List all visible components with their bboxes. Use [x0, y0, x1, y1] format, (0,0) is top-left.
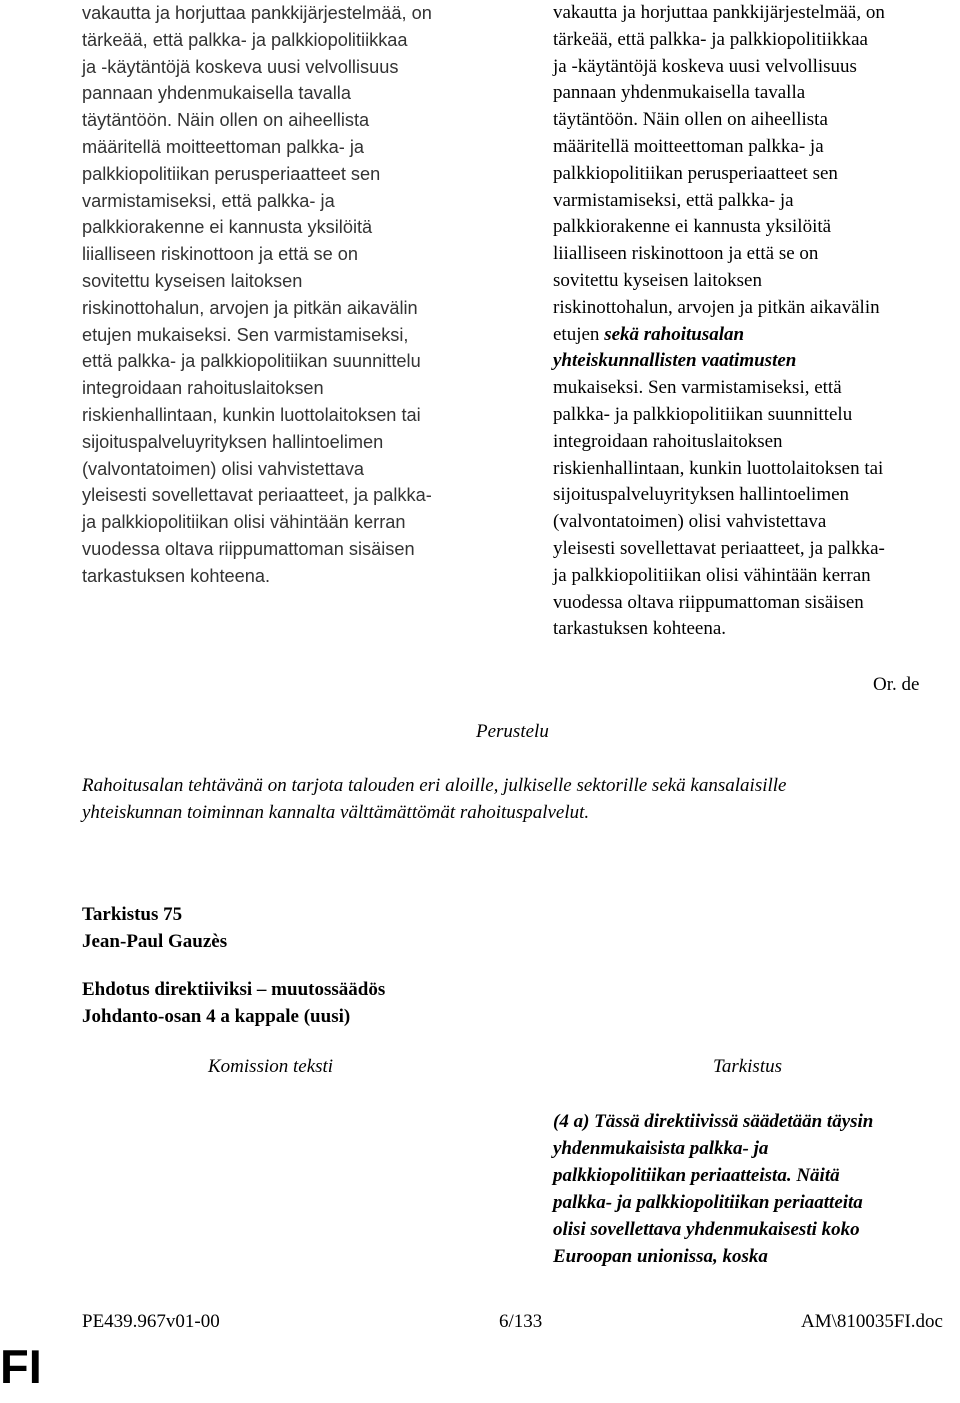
commission-text-line: sovitettu kyseisen laitoksen — [82, 270, 303, 291]
amendment-text-line: palkka- ja palkkiopolitiikan suunnittelu — [553, 403, 853, 425]
commission-text-heading: Komission teksti — [208, 1056, 334, 1077]
amendment-text-line: (4 a) Tässä direktiivissä säädetään täysin — [553, 1111, 874, 1132]
amendment-text-line: pannaan yhdenmukaisella tavalla — [553, 82, 806, 104]
amendment-inserted-text: yhteiskunnallisten vaatimusten — [553, 350, 797, 372]
recital-reference: Johdanto-osan 4 a kappale (uusi) — [82, 1006, 351, 1027]
amendment-text-line: palkkiopolitiikan periaatteista. Näitä — [553, 1165, 840, 1186]
amendment-heading: Tarkistus — [713, 1056, 782, 1077]
commission-text-line: integroidaan rahoituslaitoksen — [82, 378, 324, 399]
amendment-text-line: palkkiopolitiikan perusperiaatteet sen — [553, 162, 838, 184]
amendment-text-line: riskinottohalun, arvojen ja pitkän aikavälin — [553, 296, 880, 318]
amendment-text-line: (valvontatoimen) olisi vahvistettava — [553, 511, 827, 533]
amendment-text-line: vakautta ja horjuttaa pankkijärjestelmää, on — [553, 2, 885, 23]
amendment-text-line: varmistamiseksi, että palkka- ja — [553, 189, 794, 211]
amendment-text-line: sovitettu kyseisen laitoksen — [553, 269, 762, 291]
amendment-text-line: liialliseen riskinottoon ja että se on — [553, 243, 819, 265]
original-language-note: Or. de — [873, 674, 920, 695]
amendment-text-line: palkka- ja palkkiopolitiikan periaatteita — [553, 1192, 863, 1213]
commission-text-line: yleisesti sovellettavat periaatteet, ja palkka- — [82, 485, 432, 506]
footer-language-code: FI — [0, 1340, 42, 1393]
amendment-text-line: ja -käytäntöjä koskeva uusi velvollisuus — [553, 55, 857, 77]
justification-line: yhteiskunnan toiminnan kannalta välttämättömät rahoituspalvelut. — [82, 801, 590, 823]
proposal-title: Ehdotus direktiiviksi – muutossäädös — [82, 979, 386, 1000]
footer-page-number: 6/133 — [499, 1311, 543, 1332]
commission-text-line: ja palkkiopolitiikan olisi vähintään kerran — [82, 512, 406, 533]
commission-text-line: riskinottohalun, arvojen ja pitkän aikavälin — [82, 297, 418, 318]
amendment-text-line: yleisesti sovellettavat periaatteet, ja palkka- — [553, 537, 885, 559]
commission-text-line: pannaan yhdenmukaisella tavalla — [82, 83, 351, 104]
amendment-text-line: ja palkkiopolitiikan olisi vähintään kerran — [553, 564, 871, 586]
commission-text-line: etujen mukaiseksi. Sen varmistamiseksi, — [82, 324, 409, 345]
commission-text-line: sijoituspalveluyrityksen hallintoelimen — [82, 431, 384, 452]
commission-text-line: liialliseen riskinottoon ja että se on — [82, 244, 359, 265]
amendment-reference — [82, 976, 385, 1030]
commission-text-line: vakautta ja horjuttaa pankkijärjestelmää, on — [82, 3, 432, 23]
amendment-author: Jean-Paul Gauzès — [82, 931, 228, 952]
amendment-number: Tarkistus 75 — [82, 904, 183, 925]
amendment-text-column — [553, 0, 957, 643]
commission-text-line: tarkastuksen kohteena. — [82, 565, 271, 586]
commission-text-line: palkkiopolitiikan perusperiaatteet sen — [82, 163, 381, 184]
amendment-text-line: riskienhallintaan, kunkin luottolaitoksen tai — [553, 457, 884, 479]
commission-text-line: että palkka- ja palkkiopolitiikan suunnittelu — [82, 351, 421, 372]
commission-text-line: ja -käytäntöjä koskeva uusi velvollisuus — [82, 56, 399, 77]
commission-text-line: tärkeää, että palkka- ja palkkiopolitiikkaa — [82, 29, 408, 50]
commission-text-line: täytäntöön. Näin ollen on aiheellista — [82, 110, 370, 131]
amendment-text-line: sijoituspalveluyrityksen hallintoelimen — [553, 484, 850, 506]
amendment-text-line: tärkeää, että palkka- ja palkkiopolitiikkaa — [553, 28, 868, 50]
amendment-text-line: Euroopan unionissa, koska — [553, 1246, 768, 1267]
amendment-text-line: tarkastuksen kohteena. — [553, 618, 727, 640]
footer-file-name: AM\810035FI.doc — [801, 1311, 943, 1332]
commission-text-line: varmistamiseksi, että palkka- ja — [82, 190, 335, 211]
commission-text-line: palkkiorakenne ei kannusta yksilöitä — [82, 217, 373, 238]
amendment-text-line: täytäntöön. Näin ollen on aiheellista — [553, 109, 828, 131]
footer-doc-ref: PE439.967v01-00 — [82, 1311, 220, 1332]
amendment-text-line: yhdenmukaisista palkka- ja — [553, 1138, 769, 1159]
amendment-text-line: palkkiorakenne ei kannusta yksilöitä — [553, 216, 832, 238]
justification-line: Rahoitusalan tehtävänä on tarjota talouden eri aloille, julkiselle sektorille sekä kansalaisille — [82, 775, 787, 796]
justification-text — [82, 773, 952, 827]
amendment-text-fragment: etujen — [553, 323, 605, 345]
justification-heading: Perustelu — [476, 721, 549, 742]
amendment-inserted-text: sekä rahoitusalan — [604, 323, 745, 345]
amendment-text-line: määritellä moitteettoman palkka- ja — [553, 135, 824, 157]
amendment-text-line — [553, 322, 957, 349]
amendment-text-line: olisi sovellettava yhdenmukaisesti koko — [553, 1219, 860, 1240]
amendment-text-line: integroidaan rahoituslaitoksen — [553, 430, 783, 452]
commission-text-line: vuodessa oltava riippumattoman sisäisen — [82, 538, 415, 559]
commission-text-line: riskienhallintaan, kunkin luottolaitoksen tai — [82, 404, 421, 425]
amendment-header — [82, 901, 227, 955]
amendment-text-line: vuodessa oltava riippumattoman sisäisen — [553, 591, 864, 613]
amendment-new-text — [553, 1108, 957, 1270]
commission-text-line: määritellä moitteettoman palkka- ja — [82, 136, 365, 157]
commission-text-column — [82, 0, 502, 590]
commission-text-line: (valvontatoimen) olisi vahvistettava — [82, 458, 365, 479]
amendment-text-line: mukaiseksi. Sen varmistamiseksi, että — [553, 377, 842, 399]
